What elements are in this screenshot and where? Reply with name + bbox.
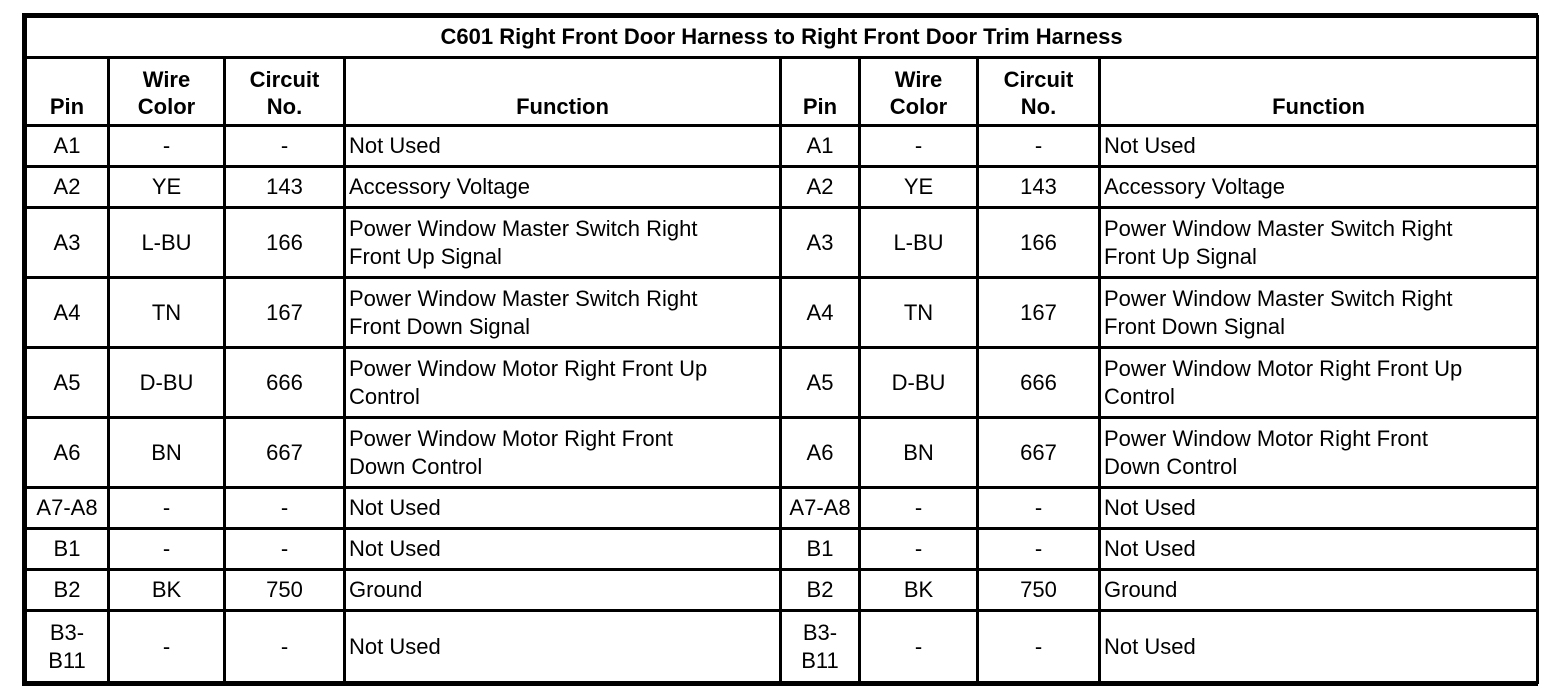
function-line: Down Control (349, 453, 483, 479)
function-line: Control (1104, 383, 1175, 409)
wire-color-cell: - (109, 126, 225, 167)
wire-color-cell: L-BU (109, 208, 225, 278)
function-line: Power Window Motor Right Front (349, 425, 673, 451)
table-row (26, 488, 1538, 529)
function-cell: Not Used (1100, 611, 1538, 683)
wire-color-cell: BN (860, 418, 978, 488)
function-line: Power Window Motor Right Front Up (1104, 355, 1463, 381)
circuit-cell: - (225, 488, 345, 529)
pin-cell (781, 611, 860, 683)
function-cell (1100, 418, 1538, 488)
circuit-cell: 750 (978, 570, 1100, 611)
header-circuit-no (225, 58, 345, 126)
wire-color-cell: L-BU (860, 208, 978, 278)
table-row (26, 418, 1538, 488)
wire-color-cell: - (109, 488, 225, 529)
function-cell (345, 418, 781, 488)
function-line: Power Window Motor Right Front (1104, 425, 1428, 451)
wire-color-cell: D-BU (860, 348, 978, 418)
header-wire-line2: Color (889, 94, 948, 119)
pin-cell: A1 (26, 126, 109, 167)
circuit-cell: - (978, 126, 1100, 167)
circuit-cell: - (978, 488, 1100, 529)
pin-cell: A3 (26, 208, 109, 278)
table-title: C601 Right Front Door Harness to Right Front Door Trim Harness (26, 17, 1538, 58)
function-line: Front Up Signal (1104, 243, 1257, 269)
header-circuit-no (978, 58, 1100, 126)
wire-color-cell: D-BU (109, 348, 225, 418)
circuit-cell: - (225, 611, 345, 683)
table-row (26, 529, 1538, 570)
function-line: Front Down Signal (1104, 313, 1285, 339)
header-wire-line2: Color (137, 94, 196, 119)
function-cell: Accessory Voltage (1100, 167, 1538, 208)
wire-color-cell: TN (860, 278, 978, 348)
circuit-cell: 666 (225, 348, 345, 418)
header-wire-line1: Wire (142, 67, 191, 92)
wire-color-cell: - (860, 611, 978, 683)
circuit-cell: - (225, 126, 345, 167)
circuit-cell: 667 (225, 418, 345, 488)
header-function: Function (1100, 58, 1538, 126)
pin-cell: B2 (781, 570, 860, 611)
pin-line: B11 (801, 647, 839, 673)
wire-color-cell: YE (109, 167, 225, 208)
circuit-cell: 667 (978, 418, 1100, 488)
function-cell: Ground (1100, 570, 1538, 611)
pin-cell (26, 611, 109, 683)
table-row (26, 348, 1538, 418)
pin-cell: A7-A8 (26, 488, 109, 529)
function-line: Control (349, 383, 420, 409)
pin-line: B3- (49, 619, 85, 645)
circuit-cell: 167 (225, 278, 345, 348)
header-circuit-line1: Circuit (249, 67, 320, 92)
table-row (26, 611, 1538, 683)
title-row (26, 17, 1538, 58)
function-line: Power Window Motor Right Front Up (349, 355, 708, 381)
function-cell: Not Used (345, 611, 781, 683)
header-row (26, 58, 1538, 126)
pin-cell: A1 (781, 126, 860, 167)
pin-cell: B2 (26, 570, 109, 611)
pin-cell: A6 (781, 418, 860, 488)
circuit-cell: 166 (978, 208, 1100, 278)
pin-cell: B1 (26, 529, 109, 570)
wire-color-cell: - (860, 529, 978, 570)
circuit-cell: - (978, 529, 1100, 570)
circuit-cell: 666 (978, 348, 1100, 418)
pin-cell: A5 (26, 348, 109, 418)
circuit-cell: 143 (225, 167, 345, 208)
pin-cell: A3 (781, 208, 860, 278)
function-cell: Not Used (1100, 529, 1538, 570)
function-cell (345, 348, 781, 418)
wire-color-cell: BK (109, 570, 225, 611)
function-line: Power Window Master Switch Right (349, 215, 698, 241)
wire-color-cell: TN (109, 278, 225, 348)
function-line: Power Window Master Switch Right (349, 285, 698, 311)
pin-cell: B1 (781, 529, 860, 570)
table-row (26, 278, 1538, 348)
function-line: Front Down Signal (349, 313, 530, 339)
wire-color-cell: - (109, 611, 225, 683)
function-cell (345, 208, 781, 278)
wire-color-cell: - (860, 488, 978, 529)
header-circuit-line2: No. (1020, 94, 1057, 119)
header-circuit-line2: No. (266, 94, 303, 119)
function-cell: Not Used (1100, 488, 1538, 529)
table-row (26, 126, 1538, 167)
header-function: Function (345, 58, 781, 126)
function-line: Down Control (1104, 453, 1238, 479)
table-row (26, 167, 1538, 208)
pin-cell: A7-A8 (781, 488, 860, 529)
connector-table-frame (22, 13, 1538, 686)
circuit-cell: 166 (225, 208, 345, 278)
function-cell: Not Used (345, 126, 781, 167)
function-cell: Accessory Voltage (345, 167, 781, 208)
pin-cell: A6 (26, 418, 109, 488)
circuit-cell: 167 (978, 278, 1100, 348)
pin-cell: A2 (781, 167, 860, 208)
function-cell: Ground (345, 570, 781, 611)
function-cell (345, 278, 781, 348)
wire-color-cell: YE (860, 167, 978, 208)
pin-line: B11 (48, 647, 86, 673)
function-cell: Not Used (345, 529, 781, 570)
function-cell (1100, 278, 1538, 348)
header-pin: Pin (26, 58, 109, 126)
function-cell (1100, 348, 1538, 418)
pin-cell: A5 (781, 348, 860, 418)
circuit-cell: - (978, 611, 1100, 683)
pin-cell: A4 (26, 278, 109, 348)
table-row (26, 570, 1538, 611)
function-line: Power Window Master Switch Right (1104, 285, 1453, 311)
table-row (26, 208, 1538, 278)
circuit-cell: 143 (978, 167, 1100, 208)
circuit-cell: - (225, 529, 345, 570)
header-circuit-line1: Circuit (1003, 67, 1074, 92)
wire-color-cell: BN (109, 418, 225, 488)
wire-color-cell: - (109, 529, 225, 570)
wire-color-cell: BK (860, 570, 978, 611)
function-cell: Not Used (345, 488, 781, 529)
function-line: Front Up Signal (349, 243, 502, 269)
function-cell (1100, 208, 1538, 278)
pin-line: B3- (802, 619, 838, 645)
wire-color-cell: - (860, 126, 978, 167)
function-cell: Not Used (1100, 126, 1538, 167)
pin-cell: A4 (781, 278, 860, 348)
header-pin: Pin (781, 58, 860, 126)
header-wire-color (860, 58, 978, 126)
circuit-cell: 750 (225, 570, 345, 611)
function-line: Power Window Master Switch Right (1104, 215, 1453, 241)
pin-cell: A2 (26, 167, 109, 208)
header-wire-line1: Wire (894, 67, 943, 92)
header-wire-color (109, 58, 225, 126)
connector-pinout-table (24, 15, 1539, 684)
